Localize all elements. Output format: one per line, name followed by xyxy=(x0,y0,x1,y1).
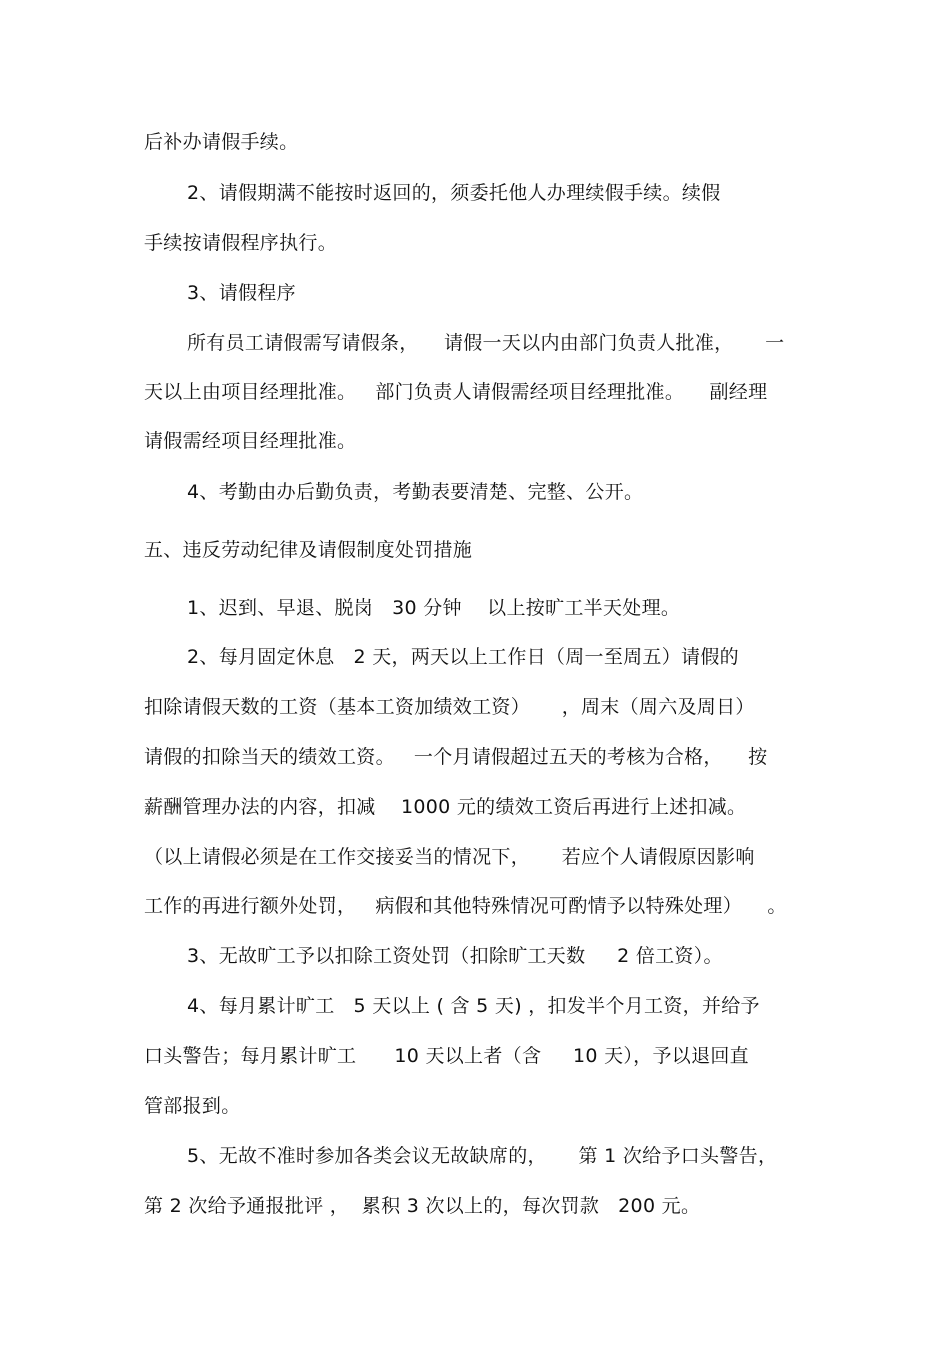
text-line: 第 2 次给予通报批评 ， 累积 3 次以上的，每次罚款 200 元。 xyxy=(144,1195,701,1217)
text-line: 手续按请假程序执行。 xyxy=(144,232,338,254)
text-line: 4、考勤由办后勤负责，考勤表要清楚、完整、公开。 xyxy=(187,481,644,503)
text-line: 请假需经项目经理批准。 xyxy=(144,430,357,452)
text-line: 后补办请假手续。 xyxy=(144,131,299,153)
text-line: 2、请假期满不能按时返回的，须委托他人办理续假手续。续假 xyxy=(187,182,721,204)
text-line: （以上请假必须是在工作交接妥当的情况下， 若应个人请假原因影响 xyxy=(144,846,755,868)
text-line: 工作的再进行额外处罚， 病假和其他特殊情况可酌情予以特殊处理） 。 xyxy=(144,895,787,917)
text-line: 所有员工请假需写请假条， 请假一天以内由部门负责人批准， 一 xyxy=(187,332,785,354)
text-line: 2、每月固定休息 2 天，两天以上工作日（周一至周五）请假的 xyxy=(187,646,739,668)
text-line: 请假的扣除当天的绩效工资。 一个月请假超过五天的考核为合格， 按 xyxy=(144,746,768,768)
text-line: 口头警告；每月累计旷工 10 天以上者（含 10 天），予以退回直 xyxy=(144,1045,749,1067)
text-line: 扣除请假天数的工资（基本工资加绩效工资） ，周末（周六及周日） xyxy=(144,696,755,718)
text-line: 3、无故旷工予以扣除工资处罚（扣除旷工天数 2 倍工资）。 xyxy=(187,945,723,967)
text-line: 4、每月累计旷工 5 天以上 ( 含 5 天) ，扣发半个月工资，并给予 xyxy=(187,995,760,1017)
text-line: 天以上由项目经理批准。 部门负责人请假需经项目经理批准。 副经理 xyxy=(144,381,768,403)
text-line: 5、无故不准时参加各类会议无故缺席的， 第 1 次给予口头警告， xyxy=(187,1145,778,1167)
text-line: 管部报到。 xyxy=(144,1095,241,1117)
text-line: 1、迟到、早退、脱岗 30 分钟 以上按旷工半天处理。 xyxy=(187,597,681,619)
text-line: 薪酬管理办法的内容，扣减 1000 元的绩效工资后再进行上述扣减。 xyxy=(144,796,747,818)
section-heading: 五、违反劳动纪律及请假制度处罚措施 xyxy=(144,539,473,561)
text-line: 3、请假程序 xyxy=(187,282,296,304)
